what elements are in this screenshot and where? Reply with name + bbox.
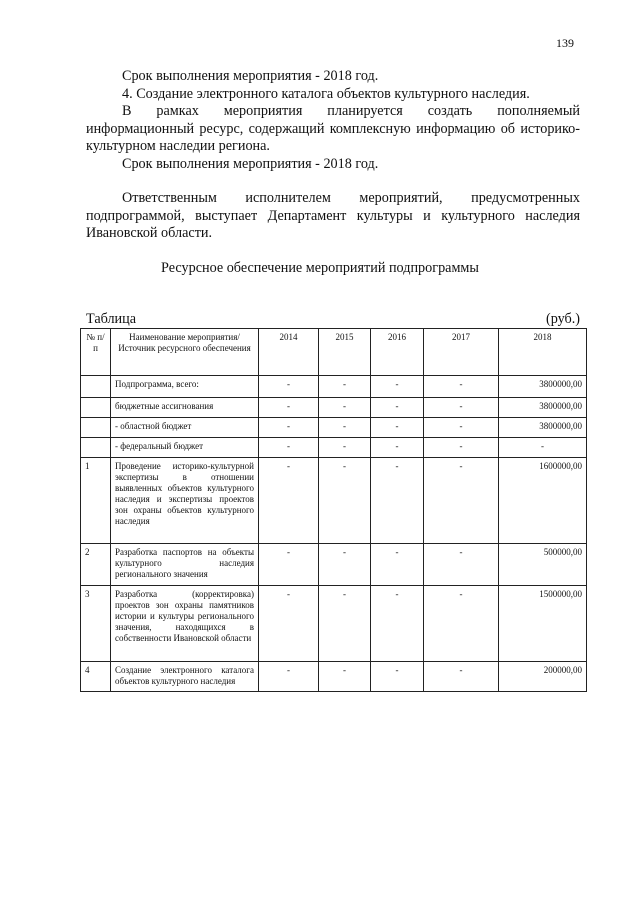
header-cell-2018: 2018 (499, 329, 587, 376)
table-cell: - (319, 438, 371, 458)
table-cell: - (319, 376, 371, 398)
table-cell: 3800000,00 (499, 418, 587, 438)
table-row (81, 458, 587, 544)
table-cell: - (319, 398, 371, 418)
table-cell: - областной бюджет (111, 418, 259, 438)
table-cell: - (424, 586, 499, 662)
header-cell-name: Наименование мероприятия/Источник ресурсного обеспечения (111, 329, 259, 376)
table-cell: - (259, 662, 319, 692)
table-cell: 3800000,00 (499, 398, 587, 418)
table-cell: - (371, 398, 424, 418)
table-cell: - (424, 544, 499, 586)
table-cell: 1 (81, 458, 111, 544)
resource-table (80, 328, 587, 692)
table-cell (81, 398, 111, 418)
table-cell: - (259, 376, 319, 398)
table-cell: Проведение историко-культурной экспертизы в отношении выявленных объектов культурного наследия и экспертизы проектов зон охраны объектов культурного наследия (111, 458, 259, 544)
table-cell: - (319, 662, 371, 692)
table-cell (81, 438, 111, 458)
table-cell: - (424, 662, 499, 692)
table-caption-row (86, 311, 580, 328)
table-header-row (81, 329, 587, 376)
table-row (81, 662, 587, 692)
body-text (86, 68, 580, 243)
table-cell: - (259, 458, 319, 544)
header-cell-2016: 2016 (371, 329, 424, 376)
table-cell: - (319, 544, 371, 586)
table-unit: (руб.) (545, 311, 580, 327)
table-cell: 2 (81, 544, 111, 586)
section-title: Ресурсное обеспечение мероприятий подпрограммы (161, 260, 479, 276)
table-cell (81, 418, 111, 438)
table-cell: бюджетные ассигнования (111, 398, 259, 418)
header-cell-2017: 2017 (424, 329, 499, 376)
table-row (81, 586, 587, 662)
table-cell: - (259, 418, 319, 438)
table-cell: Подпрограмма, всего: (111, 376, 259, 398)
table-cell: - (424, 458, 499, 544)
table-cell: - (371, 544, 424, 586)
table-cell: - (424, 376, 499, 398)
table-row (81, 398, 587, 418)
header-cell-2015: 2015 (319, 329, 371, 376)
paragraph-item-4-title: 4. Создание электронного каталога объектов культурного наследия. (122, 85, 530, 102)
table-cell: Разработка (корректировка) проектов зон охраны памятников истории и культуры регионального значения, находящихся в собственности Ивановской области (111, 586, 259, 662)
table-cell: - (371, 662, 424, 692)
table-cell: Создание электронного каталога объектов культурного наследия (111, 662, 259, 692)
table-cell: 3 (81, 586, 111, 662)
table-cell: 1500000,00 (499, 586, 587, 662)
table-cell: - (371, 418, 424, 438)
table-row (81, 544, 587, 586)
table-cell: 3800000,00 (499, 376, 587, 398)
page-number: 139 (556, 36, 574, 50)
table-cell: - (371, 376, 424, 398)
table-cell: - (319, 418, 371, 438)
table-cell: - федеральный бюджет (111, 438, 259, 458)
table-cell: - (499, 438, 587, 458)
table-cell: - (259, 544, 319, 586)
paragraph-item-4-description: В рамках мероприятия планируется создать пополняемый информационный ресурс, содержащий комплексную информацию об историко-культурном наследии региона. (86, 103, 580, 154)
table-cell: - (259, 438, 319, 458)
table-cell: 200000,00 (499, 662, 587, 692)
paragraph-deadline-2: Срок выполнения мероприятия - 2018 год. (122, 155, 379, 172)
table-cell: - (424, 438, 499, 458)
table-cell: - (259, 586, 319, 662)
table-cell: - (371, 458, 424, 544)
table-caption: Таблица (86, 311, 137, 327)
table-cell: - (424, 398, 499, 418)
table-row (81, 438, 587, 458)
table-cell: - (319, 586, 371, 662)
table-cell: 4 (81, 662, 111, 692)
table-cell: 1600000,00 (499, 458, 587, 544)
table-cell: Разработка паспортов на объекты культурного наследия регионального значения (111, 544, 259, 586)
table-row (81, 418, 587, 438)
header-cell-2014: 2014 (259, 329, 319, 376)
table-cell: - (259, 398, 319, 418)
table-cell (81, 376, 111, 398)
table-cell: - (371, 586, 424, 662)
table-cell: - (371, 438, 424, 458)
table-cell: 500000,00 (499, 544, 587, 586)
table-row (81, 376, 587, 398)
header-cell-number: № п/п (81, 329, 111, 376)
paragraph-responsible: Ответственным исполнителем мероприятий, предусмотренных подпрограммой, выступает Департамент культуры и культурного наследия Ивановской области. (86, 190, 580, 241)
paragraph-deadline-1: Срок выполнения мероприятия - 2018 год. (122, 68, 379, 84)
table-cell: - (319, 458, 371, 544)
table-cell: - (424, 418, 499, 438)
